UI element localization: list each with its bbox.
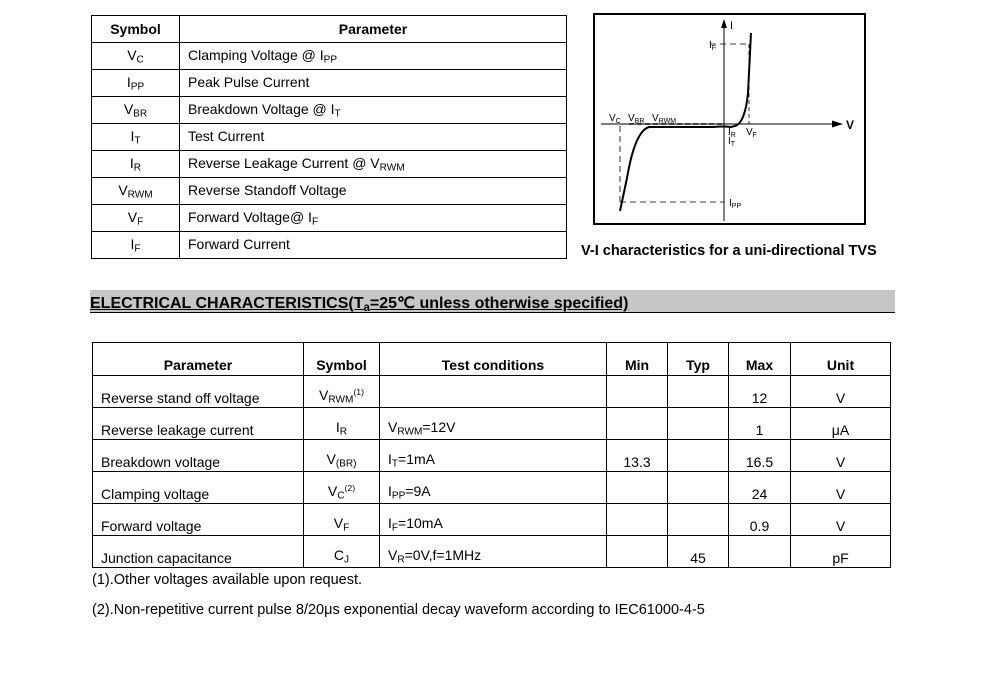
min-cell: 13.3 bbox=[607, 440, 668, 472]
header-symbol: Symbol bbox=[92, 16, 180, 43]
symbol-cell: $V_C$ bbox=[92, 43, 180, 70]
symbol-cell: $V_F$ bbox=[92, 205, 180, 232]
table-row bbox=[92, 70, 567, 97]
symbol-cell: $V_{(BR)}$ bbox=[304, 440, 380, 472]
ir-label: $I_R$ bbox=[728, 127, 736, 139]
table-row bbox=[93, 472, 891, 504]
table-row bbox=[92, 97, 567, 124]
min-cell bbox=[607, 504, 668, 536]
vc-label: $V_C$ bbox=[609, 113, 621, 125]
section-heading-bar bbox=[90, 290, 895, 313]
header-test-conditions: Test conditions bbox=[380, 343, 607, 376]
parameter-cell: Peak Pulse Current bbox=[180, 70, 567, 97]
table-row bbox=[92, 205, 567, 232]
condition-cell: $I_{PP}=9A$ bbox=[380, 472, 607, 504]
electrical-table-header bbox=[93, 343, 891, 376]
min-cell bbox=[607, 376, 668, 408]
symbol-table-header bbox=[92, 16, 567, 43]
symbol-cell: $I_R$ bbox=[92, 151, 180, 178]
symbol-cell: $I_{PP}$ bbox=[92, 70, 180, 97]
ipp-label: $I_{PP}$ bbox=[729, 198, 742, 210]
symbol-cell: $V_C^{(2)}$ bbox=[304, 472, 380, 504]
vf-label: $V_F$ bbox=[746, 127, 757, 139]
condition-cell: $I_T=1mA$ bbox=[380, 440, 607, 472]
typ-cell bbox=[668, 472, 729, 504]
header-typ: Typ bbox=[668, 343, 729, 376]
symbol-cell: $I_T$ bbox=[92, 124, 180, 151]
min-cell bbox=[607, 472, 668, 504]
max-cell: 1 bbox=[729, 408, 791, 440]
typ-cell bbox=[668, 440, 729, 472]
header-parameter: Parameter bbox=[180, 16, 567, 43]
parameter-cell: Forward voltage bbox=[93, 504, 304, 536]
symbol-table bbox=[91, 15, 567, 259]
min-cell bbox=[607, 536, 668, 568]
unit-cell: V bbox=[791, 472, 891, 504]
typ-cell bbox=[668, 408, 729, 440]
header-min: Min bbox=[607, 343, 668, 376]
table-row bbox=[92, 232, 567, 259]
header-unit: Unit bbox=[791, 343, 891, 376]
vrwm-label: $V_{RWM}$ bbox=[652, 113, 677, 125]
unit-cell: pF bbox=[791, 536, 891, 568]
parameter-cell: Clamping Voltage @ $I_{PP}$ bbox=[180, 43, 567, 70]
parameter-cell: Test Current bbox=[180, 124, 567, 151]
symbol-cell: $V_{RWM}^{(1)}$ bbox=[304, 376, 380, 408]
table-row bbox=[93, 504, 891, 536]
parameter-cell: Junction capacitance bbox=[93, 536, 304, 568]
parameter-cell: Breakdown voltage bbox=[93, 440, 304, 472]
vi-chart bbox=[593, 13, 866, 225]
header-max: Max bbox=[729, 343, 791, 376]
parameter-cell: Reverse Standoff Voltage bbox=[180, 178, 567, 205]
axis-i-label: I bbox=[730, 20, 734, 32]
max-cell: 24 bbox=[729, 472, 791, 504]
table-row bbox=[93, 536, 891, 568]
unit-cell: V bbox=[791, 440, 891, 472]
parameter-cell: Reverse stand off voltage bbox=[93, 376, 304, 408]
header-parameter: Parameter bbox=[93, 343, 304, 376]
unit-cell: μA bbox=[791, 408, 891, 440]
condition-cell: $V_{RWM}=12V$ bbox=[380, 408, 607, 440]
it-label: $I_T$ bbox=[728, 136, 736, 148]
table-row bbox=[93, 408, 891, 440]
footnote-2: (2).Non-repetitive current pulse 8/20μs exponential decay waveform according to IEC61000-4-5 bbox=[92, 602, 705, 618]
symbol-cell: $I_F$ bbox=[92, 232, 180, 259]
max-cell: 12 bbox=[729, 376, 791, 408]
symbol-cell: $V_{RWM}$ bbox=[92, 178, 180, 205]
max-cell: 0.9 bbox=[729, 504, 791, 536]
condition-cell bbox=[380, 376, 607, 408]
parameter-cell: Breakdown Voltage @ $I_T$ bbox=[180, 97, 567, 124]
table-row bbox=[92, 151, 567, 178]
vbr-label: $V_{BR}$ bbox=[628, 113, 645, 125]
section-title: ELECTRICAL $CHARACTERISTICS(T_a=25℃$ unless otherwise specified) bbox=[90, 295, 629, 314]
table-row bbox=[93, 376, 891, 408]
parameter-cell: Clamping voltage bbox=[93, 472, 304, 504]
condition-cell: $I_F=10mA$ bbox=[380, 504, 607, 536]
unit-cell: V bbox=[791, 504, 891, 536]
typ-cell bbox=[668, 504, 729, 536]
parameter-cell: Reverse Leakage Current @ $V_{RWM}$ bbox=[180, 151, 567, 178]
parameter-cell: Reverse leakage current bbox=[93, 408, 304, 440]
parameter-cell: Forward Current bbox=[180, 232, 567, 259]
if-label: $I_F$ bbox=[709, 40, 717, 52]
table-row bbox=[92, 124, 567, 151]
condition-cell: $V_R=0V,f=1MHz$ bbox=[380, 536, 607, 568]
voltage-axis-arrow bbox=[832, 121, 843, 128]
table-row bbox=[92, 178, 567, 205]
vi-chart-caption: V-I characteristics for a uni-directional TVS bbox=[581, 243, 877, 259]
symbol-cell: $V_{BR}$ bbox=[92, 97, 180, 124]
typ-cell: 45 bbox=[668, 536, 729, 568]
axis-v-label: V bbox=[846, 118, 855, 132]
footnote-1: (1).Other voltages available upon request. bbox=[92, 572, 363, 588]
symbol-cell: $C_J$ bbox=[304, 536, 380, 568]
current-axis-arrow bbox=[721, 19, 727, 28]
table-row bbox=[92, 43, 567, 70]
min-cell bbox=[607, 408, 668, 440]
electrical-characteristics-table bbox=[92, 342, 891, 568]
typ-cell bbox=[668, 376, 729, 408]
header-symbol: Symbol bbox=[304, 343, 380, 376]
parameter-cell: Forward Voltage@ $I_F$ bbox=[180, 205, 567, 232]
symbol-cell: $I_R$ bbox=[304, 408, 380, 440]
unit-cell: V bbox=[791, 376, 891, 408]
table-row bbox=[93, 440, 891, 472]
max-cell: 16.5 bbox=[729, 440, 791, 472]
symbol-cell: $V_F$ bbox=[304, 504, 380, 536]
max-cell bbox=[729, 536, 791, 568]
